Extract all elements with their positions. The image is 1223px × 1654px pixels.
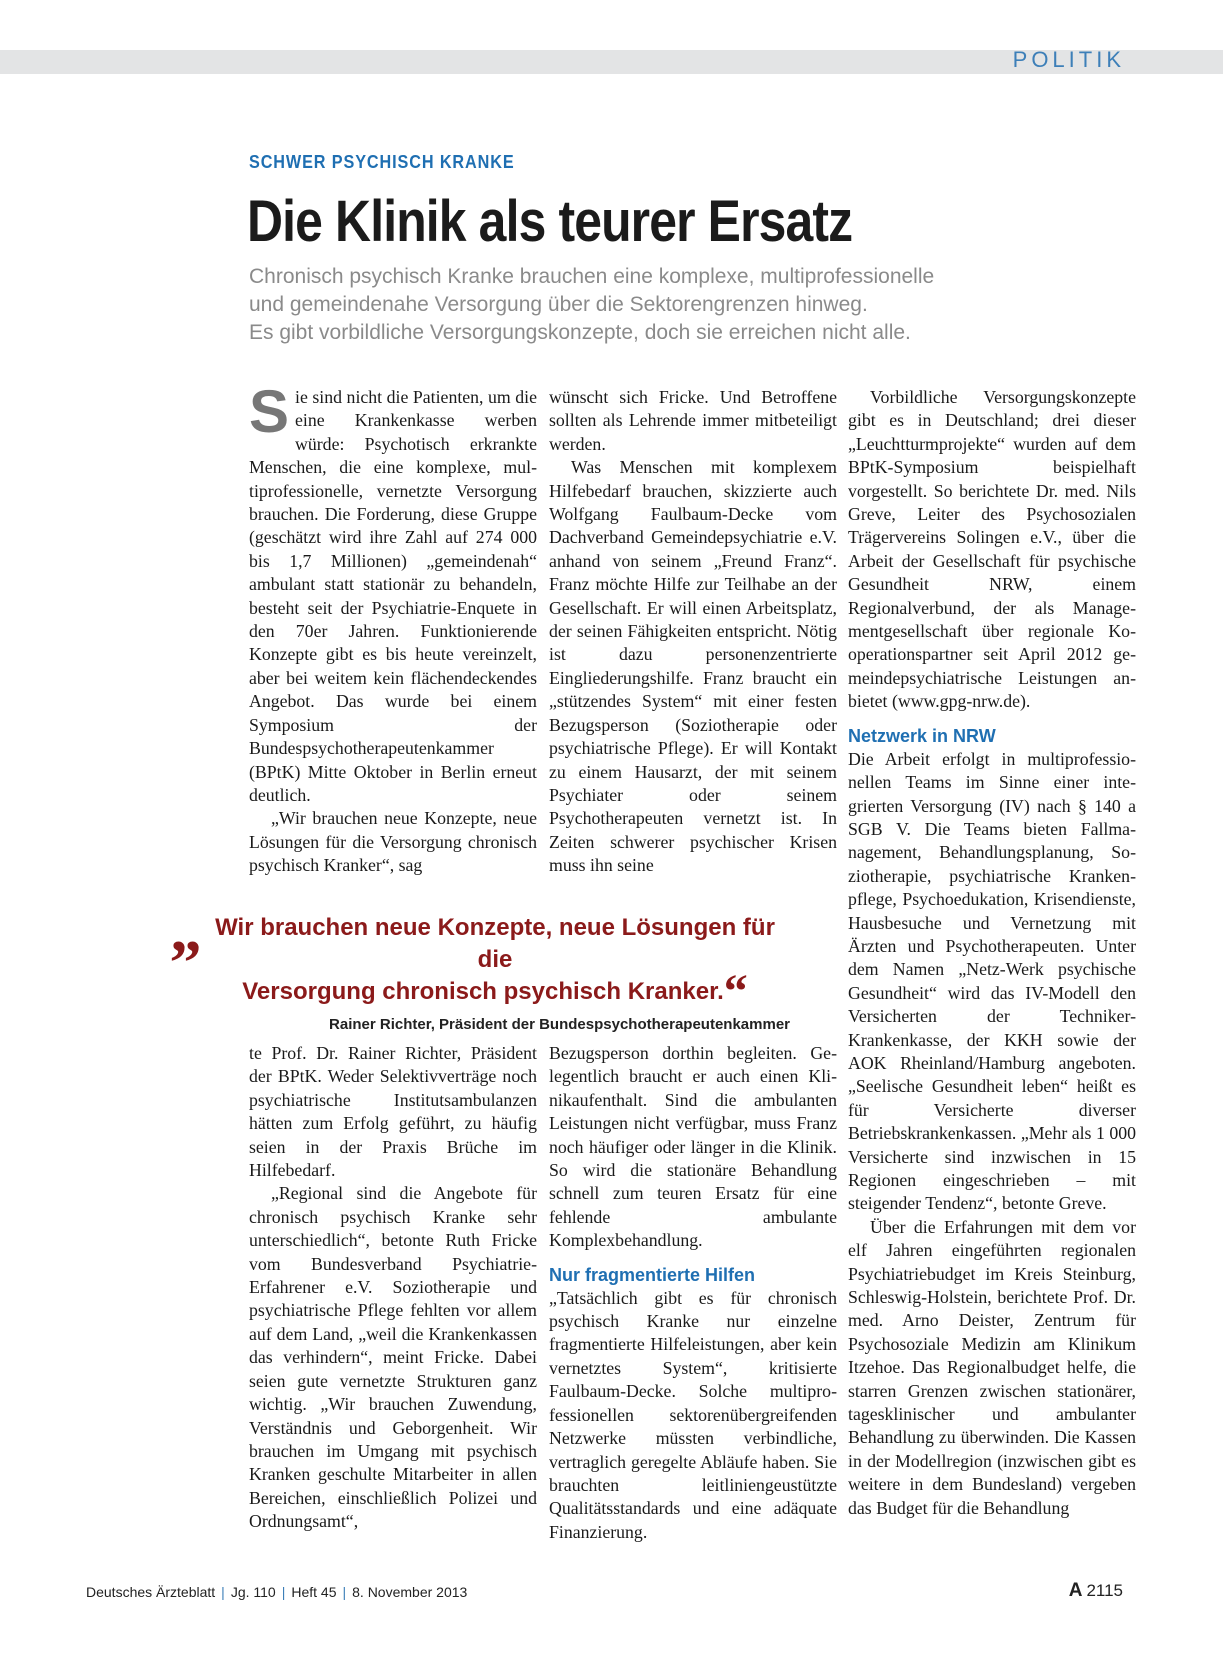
separator: | [342, 1584, 347, 1600]
journal-name: Deutsches Ärzteblatt [86, 1584, 216, 1600]
section-label: POLITIK [1012, 47, 1125, 72]
lead-line: Es gibt vorbildliche Versorgungskonzepte, doch sie erreichen nicht alle. [249, 321, 911, 344]
paragraph: „Regional sind die Angebote für chronisch psychisch Kranke sehr unterschiedlich“, betonte Ruth Fricke vom Bundesverband Psychiatrie-Erfahrener e.V. Soziotherapie und psychiatrische Pflege fehlten vor allem auf dem Land, „weil die Krankenkassen das verhindern“, meint Fricke. Dabei seien gute vernetzte Strukturen ganz wichtig. „Wir brauchen Zuwendung, Verständnis und Geborgenheit. Wir brauchen im Umgang mit psychisch Kranken geschulte Mitarbeiter in allen Bereichen, einschließlich Polizei und Ordnungsamt“, [249, 1183, 537, 1532]
journal-volume: Jg. 110 [230, 1584, 276, 1600]
subheading: Netzwerk in NRW [848, 725, 996, 746]
paragraph: te Prof. Dr. Rainer Richter, Präsident der BPtK. Weder Selektivverträge noch psychiatrische Institutsambulanzen hätten zum Erfolg geführt, zu häufig seien in der Praxis Brüche im Hilfebedarf. [249, 1043, 537, 1181]
pull-quote [170, 894, 790, 1033]
separator: | [221, 1584, 225, 1600]
drop-cap: S [249, 378, 290, 445]
pull-quote-line-wrap [200, 965, 790, 1018]
paragraph-text: ie sind nicht die Patienten, um die eine Krankenkasse werben würde: Psychotisch erkrankte Menschen, die eine komplexe, multiprofessionelle, vernetzte Versorgung brauchen. Die Forderung, diese Gruppe (geschätzt wird ihre Zahl auf 274 000 bis 1,7 Millionen) „gemeindenah“ ambulant statt stationär zu behandeln, besteht seit der Psychiatrie-Enquete in den 70er Jahren. Funktionierende Konzepte gibt es bis heute vereinzelt, aber bei weitem kein flächendeckendes Angebot. Das wurde bei einem Symposium der Bundespsychotherapeutenkammer (BPtK) Mitte Oktober in Berlin erneut deutlich. [249, 387, 537, 805]
footer-citation [86, 1584, 467, 1600]
close-quote-mark: “ [723, 965, 748, 1018]
paragraph: Bezugsperson dorthin begleiten. Gelegentlich braucht er auch einen Klinikaufenthalt. Sind die ambulanten Leistungen nicht verfügbar, muss Franz noch häufiger oder länger in die Klinik. So wird die stationäre Behandlung schnell zum teuren Ersatz für eine fehlende ambulante Komplexbehandlung. [549, 1043, 837, 1251]
open-quote-mark: „ [170, 894, 202, 965]
paragraph: wünscht sich Fricke. Und Betroffene sollten als Lehrende immer mitbeteiligt werden. [549, 387, 837, 454]
paragraph: Vorbildliche Versorgungskonzepte gibt es in Deutschland; drei dieser „Leuchtturmprojekte“ wurden auf dem BPtK-Symposium beispielhaft vorgestellt. So berichtete Dr. med. Nils Greve, Leiter des Psychosozialen Trägervereins Solingen e.V., über die Arbeit der Gesellschaft für psychische Gesundheit NRW, einem Regionalverbund, der als Managementgesellschaft über regionale Kooperationspartner seit April 2012 gemeindepsychiatrische Leistungen anbietet (www.gpg-nrw.de). [848, 387, 1136, 712]
column-1-bottom [249, 1042, 537, 1534]
pull-quote-line: Versorgung chronisch psychisch Kranker. [242, 978, 724, 1005]
paragraph: Über die Erfahrungen mit dem vor elf Jahren eingeführten regionalen Psychiatriebudget im Kreis Steinburg, Schleswig-Holstein, berichtete Prof. Dr. med. Arno Deister, Zentrum für Psychosoziale Medizin am Klinikum Itzehoe. Das Regionalbudget helfe, die starren Grenzen zwischen stationärer, tagesklinischer und ambulanter Behandlung zu überwinden. Die Kassen in der Modellregion (inzwischen gibt es weitere in dem Bundesland) vergeben das Budget für die Behandlung [848, 1216, 1136, 1518]
subheading: Nur fragmentierte Hilfen [549, 1264, 756, 1285]
column-3 [848, 386, 1136, 1520]
lead-line: Chronisch psychisch Kranke brauchen eine komplexe, multiprofessionelle [249, 265, 935, 288]
separator: | [281, 1584, 286, 1600]
column-1-top [249, 378, 537, 878]
paragraph [249, 378, 537, 807]
paragraph: „Tatsächlich gibt es für chronisch psychisch Kranke nur einzelne fragmentierte Hilfeleistungen, aber kein vernetztes System“, kritisierte Faulbaum-Decke. Solche multiprofessionellen sektorenübergreifenden Netzwerke müssten verbindliche, vertraglich geregelte Abläufe haben. Sie brauchten leitliniengeustützte Qualitätsstandards und eine adäquate Finanzierung. [549, 1287, 837, 1542]
paragraph: „Wir brauchen neue Konzepte, neue Lösungen für die Versorgung chronisch psychisch Kranker“, sag [249, 808, 537, 876]
column-2-top [549, 386, 837, 878]
issue-date: 8. November 2013 [352, 1584, 468, 1600]
lead-line: und gemeindenahe Versorgung über die Sektorengrenzen hinweg. [249, 293, 868, 316]
column-2-bottom [549, 1042, 837, 1544]
pull-quote-line: Wir brauchen neue Konzepte, neue Lösungen für die [215, 914, 775, 973]
paragraph: Was Menschen mit komplexem Hilfebedarf brauchen, skizzierte auch Wolfgang Faulbaum-Decke vom Dachverband Gemeindepsychiatrie e.V. anhand von seinem „Freund Franz“. Franz möchte Hilfe zur Teilhabe an der Gesellschaft. Er will einen Arbeitsplatz, der seinen Fähigkeiten entspricht. Nötig ist dazu personenzentrierte Eingliederungshilfe. Franz braucht ein „stützendes System“ mit einer festen Bezugsperson (Soziotherapie oder psychiatrische Pflege). Er will Kontakt zu einem Hausarzt, der mit seinem Psychiater oder seinem Psychotherapeuten vernetzt ist. In Zeiten schwerer psychischer Krisen muss ihn seine [549, 457, 837, 876]
page-number [1069, 1580, 1123, 1602]
article-title: Die Klinik als teurer Ersatz [247, 189, 853, 254]
page-prefix: A [1068, 1580, 1083, 1601]
journal-issue: Heft 45 [291, 1584, 337, 1600]
paragraph: Die Arbeit erfolgt in multiprofessionellen Teams im Sinne einer integrierten Versorgung (IV) nach § 140 a SGB V. Die Teams bieten Fallmanagement, Behandlungsplanung, Soziotherapie, psychiatrische Krankenpflege, Psychoedukation, Krisendienste, Hausbesuche und Vernetzung mit Ärzten und Psychotherapeuten. Unter dem Namen „Netz-Werk psychische Gesundheit“ wird das IV-Modell den Versicherten der Techniker-Krankenkasse, der KKH sowie der AOK Rheinland/Hamburg angeboten. „Seelische Gesundheit leben“ heißt es für Versicherte diverser Betriebskrankenkassen. „Mehr als 1 000 Versicherte sind inzwischen in 15 Regionen eingeschrieben – mit steigender Tendenz“, betonte Greve. [848, 748, 1136, 1214]
article-kicker: SCHWER PSYCHISCH KRANKE [249, 152, 515, 172]
pull-quote-text [170, 894, 790, 1018]
pull-quote-attribution: Rainer Richter, Präsident der Bundespsychotherapeutenkammer [329, 1016, 790, 1033]
page-number-value: 2115 [1086, 1581, 1123, 1600]
article-lead [249, 263, 1029, 347]
